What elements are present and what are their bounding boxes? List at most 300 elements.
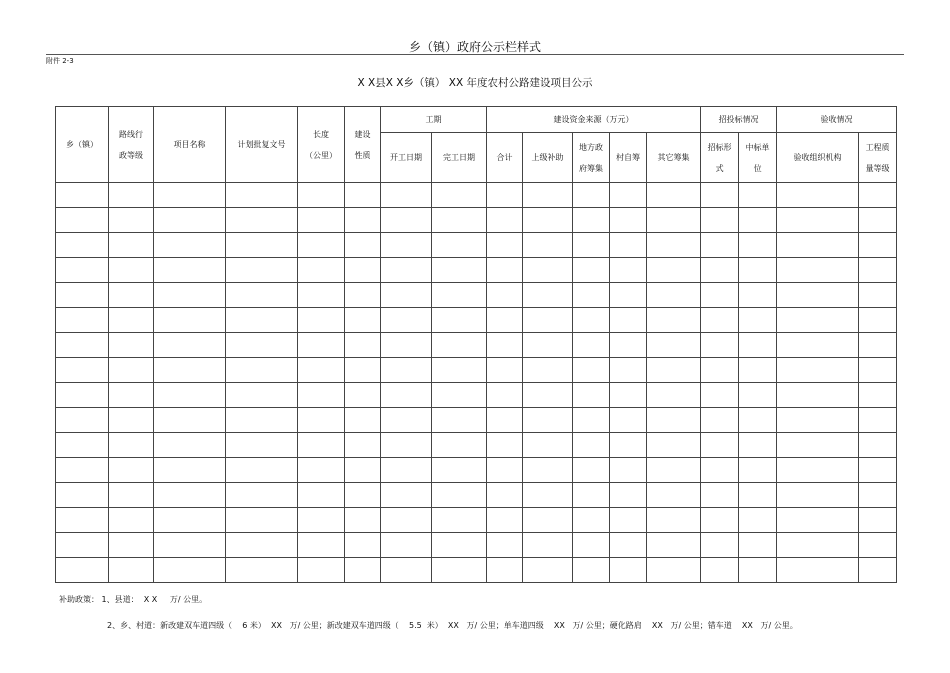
table-cell [859, 208, 897, 233]
table-cell [56, 333, 109, 358]
table-cell [739, 408, 777, 433]
table-cell [154, 233, 226, 258]
table-cell [345, 358, 381, 383]
col-start-date: 开工日期 [381, 133, 432, 183]
table-cell [523, 283, 573, 308]
table-cell [154, 433, 226, 458]
table-cell [610, 383, 647, 408]
table-cell [432, 483, 487, 508]
table-cell [739, 483, 777, 508]
table-cell [432, 533, 487, 558]
table-cell [154, 208, 226, 233]
table-cell [154, 308, 226, 333]
table-cell [345, 283, 381, 308]
table-cell [432, 208, 487, 233]
table-cell [573, 358, 610, 383]
table-cell [298, 383, 345, 408]
table-cell [487, 558, 523, 583]
table-cell [154, 508, 226, 533]
table-cell [573, 258, 610, 283]
table-cell [739, 383, 777, 408]
table-cell [487, 383, 523, 408]
table-cell [610, 508, 647, 533]
table-cell [647, 333, 701, 358]
table-cell [487, 233, 523, 258]
table-cell [298, 233, 345, 258]
table-cell [56, 558, 109, 583]
table-cell [701, 408, 739, 433]
table-cell [701, 508, 739, 533]
table-cell [777, 383, 859, 408]
table-cell [226, 258, 298, 283]
table-cell [647, 233, 701, 258]
table-cell [610, 533, 647, 558]
table-cell [226, 233, 298, 258]
table-cell [432, 408, 487, 433]
table-cell [610, 558, 647, 583]
table-cell [381, 308, 432, 333]
col-length [298, 107, 345, 183]
table-cell [56, 433, 109, 458]
table-cell [345, 383, 381, 408]
table-cell [109, 208, 154, 233]
table-cell [345, 208, 381, 233]
table-cell [345, 408, 381, 433]
table-cell [345, 458, 381, 483]
table-cell [226, 408, 298, 433]
table-cell [777, 483, 859, 508]
table-cell [777, 558, 859, 583]
table-cell [573, 508, 610, 533]
table-cell [381, 208, 432, 233]
table-cell [777, 508, 859, 533]
table-cell [298, 508, 345, 533]
table-cell [226, 358, 298, 383]
table-cell [381, 358, 432, 383]
table-cell [739, 183, 777, 208]
table-cell [573, 483, 610, 508]
table-cell [345, 183, 381, 208]
table-cell [777, 433, 859, 458]
col-winner-line2: 位 [753, 163, 762, 173]
table-cell [523, 433, 573, 458]
project-table [55, 106, 897, 583]
table-cell [109, 358, 154, 383]
table-cell [432, 258, 487, 283]
table-row [56, 383, 897, 408]
table-cell [345, 558, 381, 583]
table-cell [739, 308, 777, 333]
table-cell [432, 333, 487, 358]
table-cell [298, 558, 345, 583]
group-acceptance: 验收情况 [777, 107, 897, 133]
table-cell [610, 233, 647, 258]
table-cell [701, 283, 739, 308]
table-cell [859, 458, 897, 483]
table-row [56, 183, 897, 208]
table-cell [647, 208, 701, 233]
col-end-date: 完工日期 [432, 133, 487, 183]
table-cell [647, 283, 701, 308]
table-cell [226, 183, 298, 208]
col-local-gov-line1: 地方政 [579, 142, 603, 152]
table-cell [573, 458, 610, 483]
table-cell [701, 308, 739, 333]
table-cell [777, 408, 859, 433]
table-cell [109, 508, 154, 533]
table-cell [777, 208, 859, 233]
table-cell [777, 233, 859, 258]
table-cell [487, 458, 523, 483]
table-cell [647, 483, 701, 508]
table-cell [432, 183, 487, 208]
table-cell [487, 433, 523, 458]
table-cell [298, 483, 345, 508]
table-cell [56, 483, 109, 508]
col-quality-line1: 工程质 [865, 142, 890, 152]
table-cell [345, 233, 381, 258]
table-row [56, 408, 897, 433]
subsidy-note-county: 补助政策： 1、县道： X X 万/ 公里。 [59, 595, 208, 604]
table-cell [739, 208, 777, 233]
table-cell [523, 383, 573, 408]
table-cell [226, 458, 298, 483]
table-cell [777, 333, 859, 358]
table-cell [154, 533, 226, 558]
table-cell [298, 533, 345, 558]
col-approval-no: 计划批复文号 [226, 107, 298, 183]
table-cell [701, 433, 739, 458]
table-cell [523, 308, 573, 333]
table-cell [381, 458, 432, 483]
table-cell [777, 458, 859, 483]
table-cell [109, 383, 154, 408]
table-cell [701, 358, 739, 383]
table-cell [56, 458, 109, 483]
table-cell [701, 533, 739, 558]
table-cell [226, 433, 298, 458]
table-cell [56, 383, 109, 408]
table-cell [739, 233, 777, 258]
table-cell [701, 333, 739, 358]
table-cell [573, 408, 610, 433]
table-cell [647, 508, 701, 533]
table-cell [226, 208, 298, 233]
table-row [56, 283, 897, 308]
table-cell [859, 233, 897, 258]
table-cell [432, 433, 487, 458]
table-cell [573, 333, 610, 358]
table-cell [381, 508, 432, 533]
table-cell [701, 208, 739, 233]
table-cell [56, 283, 109, 308]
table-cell [701, 183, 739, 208]
table-cell [487, 183, 523, 208]
table-cell [523, 208, 573, 233]
table-row [56, 333, 897, 358]
document-title: X X县X X乡（镇） XX 年度农村公路建设项目公示 [357, 77, 593, 89]
table-cell [739, 333, 777, 358]
table-cell [487, 208, 523, 233]
table-row [56, 558, 897, 583]
table-cell [487, 333, 523, 358]
col-local-gov [573, 133, 610, 183]
group-funding: 建设资金来源（万元） [487, 107, 701, 133]
table-row [56, 358, 897, 383]
table-cell [226, 383, 298, 408]
col-road-grade-line2: 政等级 [119, 150, 143, 160]
table-cell [109, 258, 154, 283]
table-cell [610, 283, 647, 308]
table-cell [381, 433, 432, 458]
table-cell [487, 483, 523, 508]
table-row [56, 258, 897, 283]
table-cell [859, 383, 897, 408]
table-cell [109, 433, 154, 458]
table-row [56, 508, 897, 533]
table-cell [859, 333, 897, 358]
table-cell [154, 283, 226, 308]
table-cell [610, 358, 647, 383]
table-body [56, 183, 897, 583]
table-row [56, 233, 897, 258]
table-cell [701, 383, 739, 408]
col-acceptance-org: 验收组织机构 [777, 133, 859, 183]
table-cell [432, 508, 487, 533]
table-cell [610, 258, 647, 283]
table-cell [226, 483, 298, 508]
table-cell [739, 433, 777, 458]
table-cell [573, 308, 610, 333]
table-cell [739, 358, 777, 383]
table-cell [226, 508, 298, 533]
table-cell [647, 308, 701, 333]
table-cell [345, 333, 381, 358]
table-cell [573, 533, 610, 558]
table-cell [777, 358, 859, 383]
table-cell [56, 508, 109, 533]
table-cell [859, 258, 897, 283]
attachment-label: 附件 2-3 [46, 57, 74, 65]
table-cell [859, 433, 897, 458]
table-cell [226, 308, 298, 333]
table-cell [573, 433, 610, 458]
table-cell [381, 483, 432, 508]
col-length-line2: （公里） [305, 150, 337, 160]
table-cell [487, 508, 523, 533]
table-cell [701, 233, 739, 258]
table-cell [381, 408, 432, 433]
table-cell [381, 183, 432, 208]
table-row [56, 308, 897, 333]
table-cell [298, 308, 345, 333]
subsidy-note-village: 2、乡、村道：新改建双车道四级（ 6 米） XX 万/ 公里；新改建双车道四级（ 5.5 米） XX 万/ 公里；单车道四级 XX 万/ 公里；硬化路肩 XX 万/ 公里；错车道 XX 万/ 公里。 [107, 621, 798, 630]
table-cell [109, 408, 154, 433]
table-cell [381, 533, 432, 558]
table-cell [345, 508, 381, 533]
table-cell [56, 533, 109, 558]
table-cell [56, 258, 109, 283]
table-cell [859, 358, 897, 383]
table-cell [647, 433, 701, 458]
table-cell [154, 458, 226, 483]
table-cell [610, 408, 647, 433]
col-bid-form-line2: 式 [715, 163, 724, 173]
table-cell [739, 508, 777, 533]
table-cell [109, 183, 154, 208]
table-cell [859, 558, 897, 583]
table-cell [298, 358, 345, 383]
table-cell [109, 308, 154, 333]
table-cell [739, 283, 777, 308]
table-cell [523, 508, 573, 533]
col-winner [739, 133, 777, 183]
table-cell [487, 283, 523, 308]
table-cell [523, 558, 573, 583]
table-cell [739, 533, 777, 558]
table-cell [523, 483, 573, 508]
table-cell [859, 533, 897, 558]
table-row [56, 208, 897, 233]
table-row [56, 533, 897, 558]
header-row-1 [56, 107, 897, 133]
table-cell [432, 283, 487, 308]
col-build-nature [345, 107, 381, 183]
table-cell [154, 333, 226, 358]
table-cell [859, 483, 897, 508]
table-cell [523, 333, 573, 358]
table-cell [56, 208, 109, 233]
col-village-self: 村自筹 [610, 133, 647, 183]
table-cell [610, 483, 647, 508]
table-cell [56, 358, 109, 383]
col-local-gov-line2: 府筹集 [579, 163, 603, 173]
col-length-line1: 长度 [313, 129, 329, 139]
table-cell [647, 183, 701, 208]
table-cell [298, 183, 345, 208]
table-cell [432, 358, 487, 383]
header-divider [46, 54, 904, 55]
table-cell [432, 558, 487, 583]
col-road-grade [109, 107, 154, 183]
table-cell [381, 558, 432, 583]
col-quality-line2: 量等级 [865, 163, 890, 173]
table-cell [523, 233, 573, 258]
table-cell [56, 308, 109, 333]
table-cell [154, 483, 226, 508]
table-cell [610, 333, 647, 358]
table-cell [298, 408, 345, 433]
group-bidding: 招投标情况 [701, 107, 777, 133]
table-cell [647, 358, 701, 383]
table-cell [647, 458, 701, 483]
table-cell [487, 358, 523, 383]
table-cell [345, 483, 381, 508]
table-cell [701, 258, 739, 283]
table-cell [487, 308, 523, 333]
table-cell [859, 183, 897, 208]
table-cell [154, 383, 226, 408]
table-cell [432, 308, 487, 333]
group-period: 工期 [381, 107, 487, 133]
table-cell [298, 433, 345, 458]
page-header: 乡（镇）政府公示栏样式 [408, 40, 541, 54]
col-bid-form [701, 133, 739, 183]
table-cell [109, 483, 154, 508]
table-cell [573, 208, 610, 233]
table-cell [487, 258, 523, 283]
col-road-grade-line1: 路线行 [119, 129, 143, 139]
col-build-nature-line2: 性质 [354, 150, 371, 160]
table-cell [226, 558, 298, 583]
table-cell [777, 183, 859, 208]
table-cell [381, 283, 432, 308]
table-cell [573, 283, 610, 308]
table-cell [56, 233, 109, 258]
col-bid-form-line1: 招标形 [707, 142, 732, 152]
table-cell [109, 533, 154, 558]
table-cell [109, 333, 154, 358]
table-cell [345, 258, 381, 283]
table-cell [56, 183, 109, 208]
table-row [56, 433, 897, 458]
table-cell [56, 408, 109, 433]
col-project-name: 项目名称 [154, 107, 226, 183]
table-cell [487, 408, 523, 433]
table-cell [777, 283, 859, 308]
table-cell [381, 383, 432, 408]
table-cell [298, 458, 345, 483]
table-cell [109, 558, 154, 583]
table-cell [610, 183, 647, 208]
table-cell [154, 183, 226, 208]
table-cell [701, 558, 739, 583]
table-cell [226, 283, 298, 308]
table-cell [859, 308, 897, 333]
table-cell [777, 258, 859, 283]
table-cell [701, 483, 739, 508]
table-cell [154, 558, 226, 583]
table-cell [154, 258, 226, 283]
table-cell [523, 533, 573, 558]
table-cell [739, 258, 777, 283]
table-cell [432, 383, 487, 408]
table-cell [573, 558, 610, 583]
table-cell [298, 283, 345, 308]
table-row [56, 458, 897, 483]
table-cell [432, 458, 487, 483]
table-row [56, 483, 897, 508]
table-cell [226, 533, 298, 558]
table-cell [777, 308, 859, 333]
table-cell [154, 358, 226, 383]
table-cell [647, 533, 701, 558]
table-cell [109, 283, 154, 308]
table-cell [298, 208, 345, 233]
table-cell [109, 458, 154, 483]
table-cell [859, 508, 897, 533]
table-cell [573, 233, 610, 258]
table-cell [381, 333, 432, 358]
col-quality [859, 133, 897, 183]
col-winner-line1: 中标单 [745, 142, 770, 152]
table-cell [298, 333, 345, 358]
table-cell [381, 233, 432, 258]
table-cell [647, 558, 701, 583]
table-cell [154, 408, 226, 433]
table-cell [523, 458, 573, 483]
table-cell [777, 533, 859, 558]
